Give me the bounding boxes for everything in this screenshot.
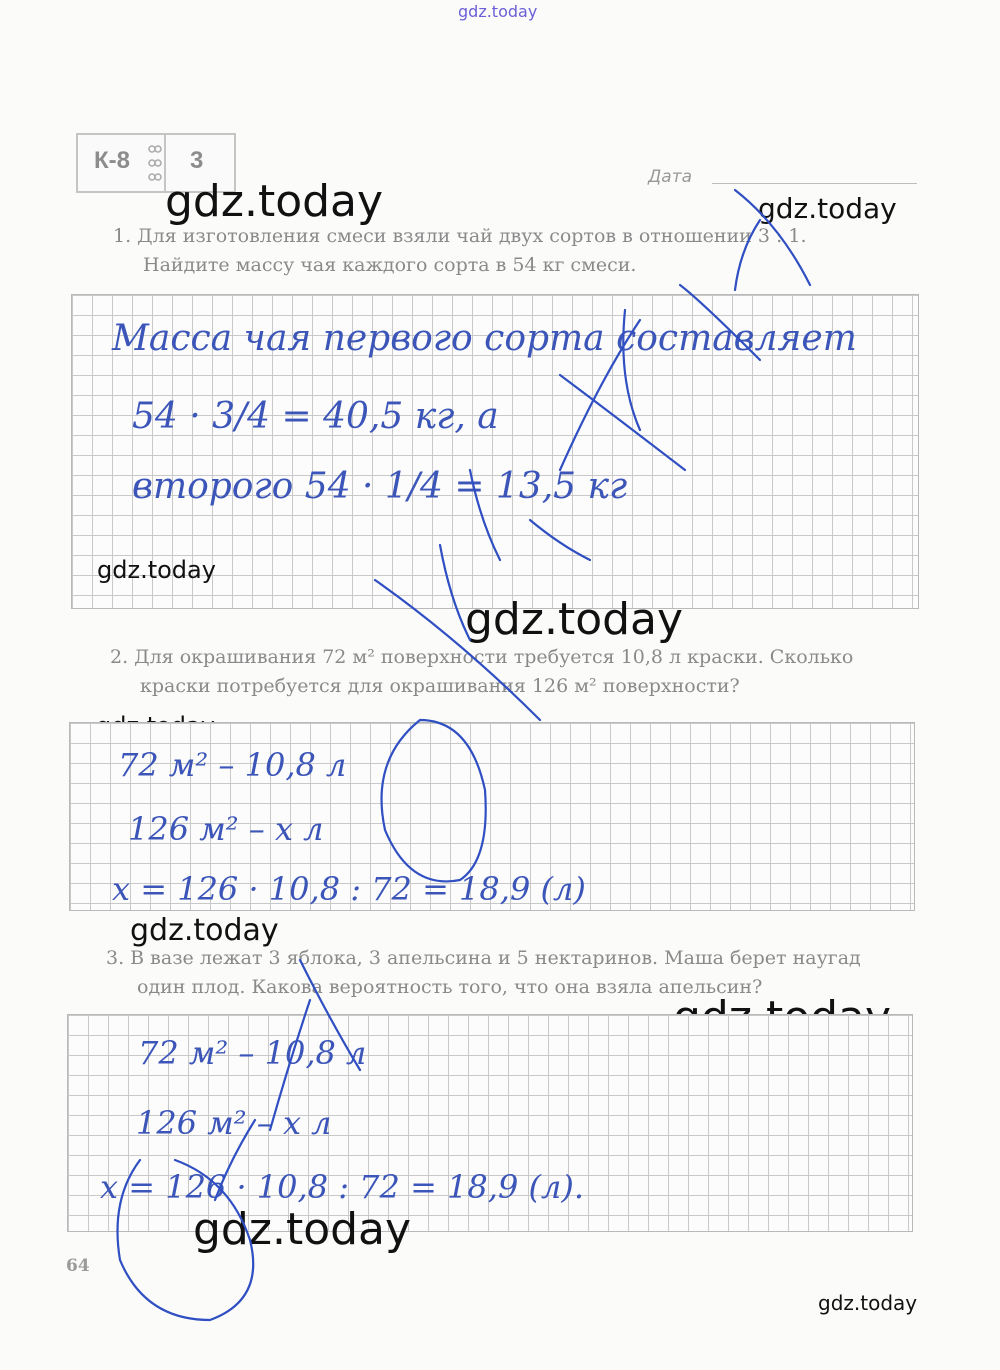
watermark-main-5: gdz.today xyxy=(193,1204,412,1255)
watermark-small-4: gdz.today xyxy=(130,913,279,948)
watermark-top: gdz.today xyxy=(458,2,538,21)
watermark-small-1: gdz.today xyxy=(758,192,897,225)
variant-number: 3 xyxy=(190,147,204,174)
task3-text-line2: один плод. Какова вероятность того, что она взяла апельсин? xyxy=(137,976,763,998)
task1-text-line1: 1. Для изготовления смеси взяли чай двух сортов в отношении 3 : 1. xyxy=(113,225,807,247)
task2-answer-line3: х = 126 · 10,8 : 72 = 18,9 (л) xyxy=(112,870,586,908)
watermark-small-2: gdz.today xyxy=(97,556,216,584)
task2-answer-line2: 126 м² – х л xyxy=(128,810,324,848)
task3-text-line1: 3. В вазе лежат 3 яблока, 3 апельсина и 5 нектаринов. Маша берет наугад xyxy=(106,947,861,969)
task1-text-line2: Найдите массу чая каждого сорта в 54 кг смеси. xyxy=(143,254,637,276)
work-code: К-8 xyxy=(94,147,130,174)
task1-answer-line2: 54 · 3/4 = 40,5 кг, а xyxy=(132,396,499,437)
date-field-line[interactable] xyxy=(712,183,917,184)
watermark-main-3: gdz.today xyxy=(465,594,684,645)
task2-text-line1: 2. Для окрашивания 72 м² поверхности требуется 10,8 л краски. Сколько xyxy=(110,646,854,668)
binder-rings-icon xyxy=(148,141,162,185)
page-number: 64 xyxy=(66,1256,90,1276)
task1-answer-line3: второго 54 · 1/4 = 13,5 кг xyxy=(132,466,628,507)
task1-answer-line1: Масса чая первого сорта составляет xyxy=(112,318,857,359)
date-label: Дата xyxy=(648,167,693,187)
watermark-main-1: gdz.today xyxy=(165,176,384,227)
task3-answer-line2: 126 м² – х л xyxy=(136,1104,332,1142)
task3-answer-line1: 72 м² – 10,8 л xyxy=(138,1034,367,1072)
task2-text-line2: краски потребуется для окрашивания 126 м² поверхности? xyxy=(140,675,740,697)
task3-answer-line3: х = 126 · 10,8 : 72 = 18,9 (л). xyxy=(100,1168,584,1206)
watermark-bottom: gdz.today xyxy=(818,1291,918,1315)
task2-answer-line1: 72 м² – 10,8 л xyxy=(118,746,347,784)
